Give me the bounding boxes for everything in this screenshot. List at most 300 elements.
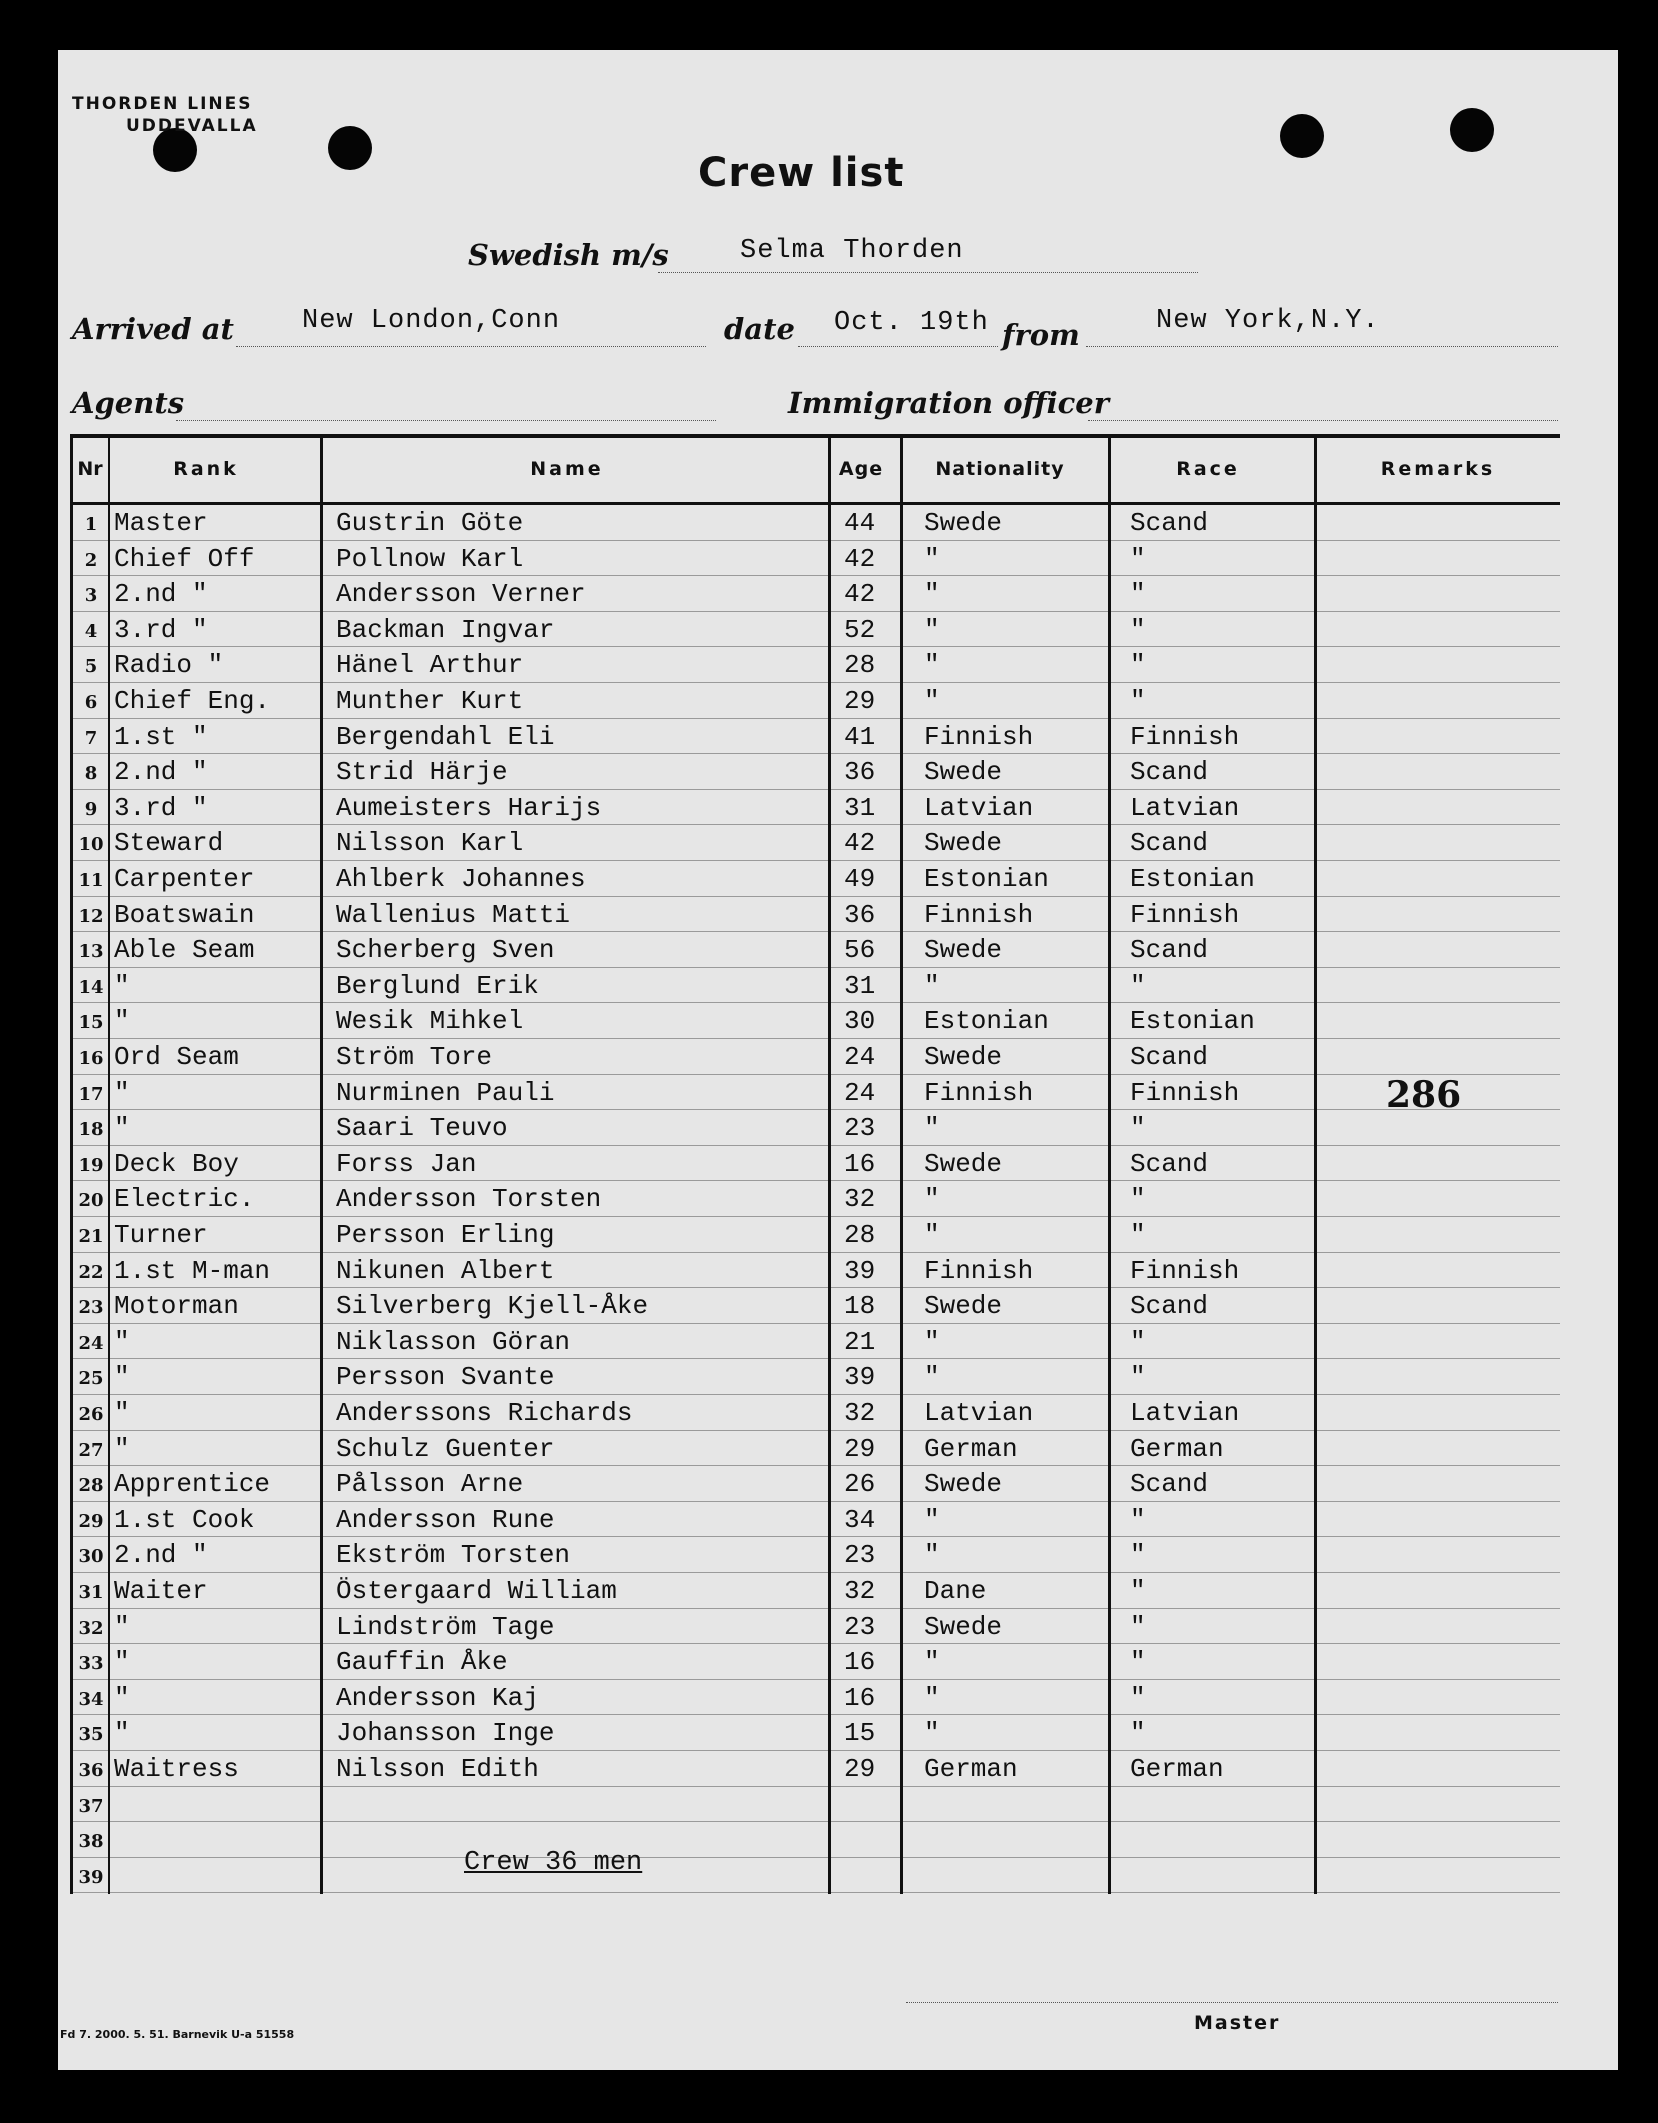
row-number: 21 (78, 1226, 104, 1247)
agents-dotline (176, 420, 716, 421)
cell-nat: Swede (924, 757, 1003, 788)
cell-race: " (1130, 543, 1146, 574)
cell-rank: Ord Seam (114, 1042, 239, 1072)
table-top-rule (70, 434, 1560, 438)
row-rule (70, 1679, 1560, 1680)
row-rule (70, 682, 1560, 683)
cell-name: Östergaard William (336, 1576, 617, 1606)
cell-rank: " (114, 1398, 130, 1428)
column-rule (70, 438, 73, 1894)
from-dotline (1086, 346, 1558, 347)
cell-race: " (1130, 1113, 1146, 1144)
cell-nat: Dane (924, 1576, 987, 1606)
cell-age: 32 (844, 1398, 876, 1428)
punch-hole-right-2 (1450, 108, 1494, 152)
col-header-rank: Rank (173, 458, 239, 480)
cell-nat: " (924, 1504, 940, 1535)
cell-nat: " (924, 579, 940, 610)
cell-name: Bergendahl Eli (336, 721, 555, 752)
cell-name: Nilsson Karl (336, 828, 524, 859)
cell-age: 24 (844, 1042, 876, 1072)
cell-name: Saari Teuvo (336, 1113, 508, 1144)
cell-race: " (1130, 1362, 1146, 1393)
cell-rank: 3.rd " (114, 614, 208, 645)
cell-nat: " (924, 686, 940, 716)
cell-race: Estonian (1130, 1006, 1255, 1037)
cell-race: Scand (1130, 1042, 1209, 1072)
cell-age: 16 (844, 1682, 876, 1713)
cell-name: Gustrin Göte (336, 508, 524, 538)
cell-age: 39 (844, 1255, 876, 1286)
cell-rank: Boatswain (114, 899, 255, 930)
col-header-remarks: Remarks (1380, 458, 1496, 480)
row-number: 31 (78, 1582, 104, 1603)
cell-name: Pålsson Arne (336, 1469, 524, 1500)
row-rule (70, 1358, 1560, 1359)
cell-race: Scand (1130, 1469, 1209, 1500)
row-rule (70, 860, 1560, 861)
cell-rank: Master (114, 508, 208, 538)
cell-nat: " (924, 543, 940, 574)
cell-rank: Apprentice (114, 1469, 271, 1500)
cell-nat: " (924, 1362, 940, 1393)
cell-race: " (1130, 614, 1146, 645)
cell-rank: 2.nd " (114, 1540, 208, 1571)
row-rule (70, 646, 1560, 647)
cell-race: Finnish (1130, 1255, 1240, 1286)
row-number: 14 (78, 976, 104, 998)
row-rule (70, 1501, 1560, 1502)
cell-name: Pollnow Karl (336, 543, 524, 574)
cell-age: 16 (844, 1647, 876, 1678)
row-number: 24 (78, 1332, 104, 1354)
header-bottom-rule (70, 502, 1560, 505)
row-rule (70, 1430, 1560, 1431)
column-rule (900, 438, 903, 1894)
row-rule (70, 1608, 1560, 1609)
cell-rank: Electric. (114, 1184, 255, 1215)
cell-rank: Able Seam (114, 935, 255, 966)
arrived-dotline (236, 346, 706, 347)
cell-race: Scand (1130, 757, 1209, 788)
cell-nat: Swede (924, 1611, 1003, 1642)
cell-name: Berglund Erik (336, 970, 539, 1001)
row-number: 3 (84, 585, 98, 607)
row-number: 32 (78, 1617, 104, 1639)
cell-name: Andersson Rune (336, 1504, 555, 1535)
cell-nat: " (924, 1184, 940, 1215)
page-title: Crew list (698, 150, 905, 196)
cell-name: Gauffin Åke (336, 1647, 508, 1678)
row-rule (70, 611, 1560, 612)
row-number: 18 (78, 1119, 104, 1141)
row-number: 1 (84, 514, 98, 535)
company-city: UDDEVALLA (126, 116, 258, 136)
cell-nat: Swede (924, 1291, 1003, 1322)
cell-nat: " (924, 1220, 940, 1250)
cell-age: 16 (844, 1148, 876, 1179)
punch-hole-right-1 (1280, 114, 1324, 158)
cell-race: " (1130, 1504, 1146, 1535)
cell-name: Aumeisters Harijs (336, 792, 602, 823)
immigration-dotline (1088, 420, 1558, 421)
row-rule (70, 1109, 1560, 1110)
cell-race: " (1130, 650, 1146, 681)
cell-race: Finnish (1130, 721, 1240, 752)
column-rule (1314, 438, 1317, 1894)
row-number: 11 (78, 870, 104, 891)
col-header-race: Race (1176, 458, 1240, 480)
cell-nat: Latvian (924, 1398, 1034, 1428)
cell-nat: " (924, 614, 940, 645)
row-number: 9 (84, 798, 98, 820)
cell-age: 52 (844, 614, 876, 645)
row-rule (70, 967, 1560, 968)
cell-age: 34 (844, 1504, 876, 1535)
row-rule (70, 718, 1560, 719)
cell-age: 18 (844, 1291, 876, 1322)
cell-nat: " (924, 650, 940, 681)
row-number: 25 (78, 1368, 104, 1390)
cell-rank: " (114, 1077, 130, 1108)
cell-rank: Chief Eng. (114, 686, 271, 716)
cell-rank: Deck Boy (114, 1148, 239, 1179)
cell-nat: Estonian (924, 864, 1049, 894)
immigration-officer-label: Immigration officer (788, 386, 1109, 420)
cell-rank: 3.rd " (114, 792, 208, 823)
row-number: 20 (78, 1190, 104, 1212)
row-rule (70, 1643, 1560, 1644)
cell-nat: German (924, 1754, 1018, 1784)
cell-rank: Turner (114, 1220, 208, 1250)
cell-nat: German (924, 1433, 1018, 1464)
cell-name: Silverberg Kjell-Åke (336, 1291, 649, 1322)
cell-race: " (1130, 1184, 1146, 1215)
cell-age: 39 (844, 1362, 876, 1393)
row-number: 4 (84, 620, 98, 642)
row-rule (70, 1038, 1560, 1039)
cell-rank: Waiter (114, 1576, 208, 1606)
cell-race: Finnish (1130, 1077, 1240, 1108)
cell-nat: Swede (924, 1148, 1003, 1179)
cell-rank: Motorman (114, 1291, 239, 1322)
cell-rank: Steward (114, 828, 224, 859)
cell-name: Ahlberk Johannes (336, 864, 586, 894)
row-number: 19 (78, 1154, 104, 1176)
cell-nat: Latvian (924, 792, 1034, 823)
arrived-label: Arrived at (72, 312, 234, 346)
cell-name: Andersson Kaj (336, 1682, 539, 1713)
cell-age: 41 (844, 721, 876, 752)
vessel-name: Selma Thorden (740, 236, 964, 266)
cell-race: " (1130, 1220, 1146, 1250)
row-number: 38 (78, 1831, 104, 1853)
cell-age: 23 (844, 1113, 876, 1144)
cell-race: " (1130, 1326, 1146, 1357)
arrived-value: New London,Conn (302, 306, 561, 336)
row-rule (70, 896, 1560, 897)
crew-list-document (58, 50, 1618, 2070)
cell-name: Scherberg Sven (336, 935, 555, 966)
cell-age: 32 (844, 1184, 876, 1215)
row-number: 23 (78, 1297, 104, 1319)
date-value: Oct. 19th (834, 308, 989, 338)
cell-race: German (1130, 1433, 1224, 1464)
row-number: 33 (78, 1653, 104, 1675)
cell-name: Munther Kurt (336, 686, 524, 716)
date-label: date (724, 312, 795, 346)
cell-age: 42 (844, 543, 876, 574)
cell-nat: Finnish (924, 899, 1034, 930)
cell-rank: " (114, 1647, 130, 1678)
cell-race: Scand (1130, 828, 1209, 859)
row-number: 35 (78, 1724, 104, 1746)
row-rule (70, 1714, 1560, 1715)
cell-nat: Swede (924, 1042, 1003, 1072)
cell-name: Nilsson Edith (336, 1754, 539, 1784)
row-rule (70, 931, 1560, 932)
cell-rank: " (114, 1718, 130, 1749)
cell-race: " (1130, 579, 1146, 610)
row-number: 5 (84, 656, 98, 678)
cell-name: Andersson Torsten (336, 1184, 602, 1215)
cell-nat: Swede (924, 1469, 1003, 1500)
cell-race: Latvian (1130, 792, 1240, 823)
row-rule (70, 1180, 1560, 1181)
cell-name: Nikunen Albert (336, 1255, 555, 1286)
from-value: New York,N.Y. (1156, 306, 1380, 336)
cell-rank: " (114, 1006, 130, 1037)
row-number: 7 (84, 727, 98, 749)
cell-name: Wesik Mihkel (336, 1006, 524, 1037)
from-label: from (1002, 318, 1080, 352)
row-number: 13 (78, 941, 104, 963)
cell-nat: Estonian (924, 1006, 1049, 1037)
cell-age: 36 (844, 757, 876, 788)
cell-name: Forss Jan (336, 1148, 477, 1179)
row-number: 37 (78, 1795, 104, 1817)
cell-name: Schulz Guenter (336, 1433, 555, 1464)
cell-rank: " (114, 1113, 130, 1144)
cell-age: 44 (844, 508, 876, 538)
cell-nat: Finnish (924, 1077, 1034, 1108)
cell-age: 49 (844, 864, 876, 894)
cell-nat: " (924, 1718, 940, 1749)
cell-nat: " (924, 970, 940, 1001)
cell-rank: " (114, 1611, 130, 1642)
cell-age: 15 (844, 1718, 876, 1749)
cell-race: Scand (1130, 508, 1209, 538)
cell-rank: Waitress (114, 1754, 239, 1784)
cell-nat: " (924, 1540, 940, 1571)
cell-race: Scand (1130, 1148, 1209, 1179)
vessel-label: Swedish m/s (468, 238, 669, 272)
cell-name: Wallenius Matti (336, 899, 571, 930)
row-rule (70, 575, 1560, 576)
row-rule (70, 1074, 1560, 1075)
date-dotline (798, 346, 998, 347)
cell-age: 23 (844, 1540, 876, 1571)
cell-race: " (1130, 1647, 1146, 1678)
row-number: 36 (78, 1760, 104, 1781)
row-rule (70, 1857, 1560, 1858)
cell-rank: Chief Off (114, 543, 255, 574)
cell-race: Scand (1130, 935, 1209, 966)
cell-rank: Carpenter (114, 864, 255, 894)
cell-age: 29 (844, 686, 876, 716)
row-number: 15 (78, 1012, 104, 1034)
cell-age: 24 (844, 1077, 876, 1108)
cell-rank: 1.st Cook (114, 1504, 255, 1535)
cell-rank: " (114, 1682, 130, 1713)
cell-nat: Finnish (924, 1255, 1034, 1286)
cell-age: 29 (844, 1754, 876, 1784)
cell-race: " (1130, 1540, 1146, 1571)
cell-rank: Radio " (114, 650, 224, 681)
cell-age: 56 (844, 935, 876, 966)
row-rule (70, 1572, 1560, 1573)
agents-label: Agents (72, 386, 185, 420)
cell-age: 23 (844, 1611, 876, 1642)
cell-name: Niklasson Göran (336, 1326, 571, 1357)
cell-rank: 1.st M-man (114, 1255, 271, 1286)
cell-rank: 1.st " (114, 721, 208, 752)
row-number: 29 (78, 1510, 104, 1532)
cell-nat: " (924, 1326, 940, 1357)
company-name: THORDEN LINES (72, 94, 253, 114)
master-label: Master (1194, 2012, 1281, 2034)
row-rule (70, 1002, 1560, 1003)
cell-race: Estonian (1130, 864, 1255, 894)
cell-name: Ekström Torsten (336, 1540, 571, 1571)
row-rule (70, 540, 1560, 541)
cell-race: " (1130, 1611, 1146, 1642)
form-code: Fd 7. 2000. 5. 51. Barnevik U-a 51558 (60, 2028, 295, 2041)
cell-rank: 2.nd " (114, 579, 208, 610)
row-number: 12 (78, 905, 104, 927)
cell-name: Lindström Tage (336, 1611, 555, 1642)
row-rule (70, 789, 1560, 790)
cell-name: Anderssons Richards (336, 1398, 633, 1428)
row-number: 16 (78, 1048, 104, 1069)
cell-race: " (1130, 1682, 1146, 1713)
row-rule (70, 1287, 1560, 1288)
row-number: 26 (78, 1404, 104, 1425)
cell-age: 31 (844, 970, 876, 1001)
cell-race: German (1130, 1754, 1224, 1784)
row-number: 22 (78, 1261, 104, 1283)
cell-age: 32 (844, 1576, 876, 1606)
col-header-nationality: Nationality (935, 458, 1065, 480)
row-rule (70, 1465, 1560, 1466)
cell-nat: Swede (924, 508, 1003, 538)
cell-rank: " (114, 1326, 130, 1357)
cell-age: 42 (844, 579, 876, 610)
row-number: 10 (78, 834, 104, 856)
row-rule (70, 1821, 1560, 1822)
row-number: 27 (78, 1439, 104, 1461)
cell-name: Strid Härje (336, 757, 508, 788)
cell-race: Latvian (1130, 1398, 1240, 1428)
row-rule (70, 1394, 1560, 1395)
row-number: 8 (84, 763, 98, 785)
cell-race: " (1130, 970, 1146, 1001)
row-number: 2 (84, 549, 98, 571)
cell-nat: Swede (924, 828, 1003, 859)
cell-rank: 2.nd " (114, 757, 208, 788)
cell-name: Persson Svante (336, 1362, 555, 1393)
cell-name: Backman Ingvar (336, 614, 555, 645)
cell-name: Hänel Arthur (336, 650, 524, 681)
row-number: 39 (78, 1866, 104, 1888)
col-header-age: Age (838, 458, 884, 480)
row-rule (70, 1216, 1560, 1217)
cell-age: 28 (844, 1220, 876, 1250)
col-header-nr: Nr (77, 458, 103, 480)
remarks-stamp-number: 286 (1386, 1074, 1462, 1116)
cell-name: Nurminen Pauli (336, 1077, 555, 1108)
row-number: 17 (78, 1083, 104, 1105)
row-rule (70, 824, 1560, 825)
cell-race: " (1130, 1718, 1146, 1749)
cell-rank: " (114, 1362, 130, 1393)
cell-name: Persson Erling (336, 1220, 555, 1250)
cell-nat: " (924, 1113, 940, 1144)
cell-race: Scand (1130, 1291, 1209, 1322)
punch-hole-left-2 (328, 126, 372, 170)
row-rule (70, 1323, 1560, 1324)
row-rule (70, 1750, 1560, 1751)
cell-rank: " (114, 1433, 130, 1464)
row-number: 34 (78, 1688, 104, 1710)
cell-age: 30 (844, 1006, 876, 1037)
col-header-name: Name (530, 458, 604, 480)
row-number: 30 (78, 1546, 104, 1568)
vessel-dotline (658, 272, 1198, 273)
cell-age: 21 (844, 1326, 876, 1357)
cell-name: Johansson Inge (336, 1718, 555, 1749)
column-rule (108, 438, 110, 1894)
cell-race: Finnish (1130, 899, 1240, 930)
cell-age: 31 (844, 792, 876, 823)
row-rule (70, 1786, 1560, 1787)
column-rule (828, 438, 831, 1894)
cell-nat: Finnish (924, 721, 1034, 752)
cell-name: Ström Tore (336, 1042, 493, 1072)
cell-nat: " (924, 1682, 940, 1713)
row-rule (70, 1536, 1560, 1537)
column-rule (1108, 438, 1111, 1894)
cell-race: " (1130, 686, 1146, 716)
cell-name: Andersson Verner (336, 579, 586, 610)
cell-age: 36 (844, 899, 876, 930)
cell-age: 28 (844, 650, 876, 681)
cell-age: 26 (844, 1469, 876, 1500)
crew-total: Crew 36 men (464, 1848, 643, 1878)
master-signature-line (906, 2002, 1558, 2003)
cell-age: 42 (844, 828, 876, 859)
row-rule (70, 1145, 1560, 1146)
row-rule (70, 1892, 1560, 1893)
cell-race: " (1130, 1576, 1146, 1606)
cell-nat: " (924, 1647, 940, 1678)
column-rule (320, 438, 323, 1894)
row-number: 28 (78, 1475, 104, 1497)
row-rule (70, 753, 1560, 754)
cell-rank: " (114, 970, 130, 1001)
cell-age: 29 (844, 1433, 876, 1464)
row-number: 6 (84, 692, 98, 713)
